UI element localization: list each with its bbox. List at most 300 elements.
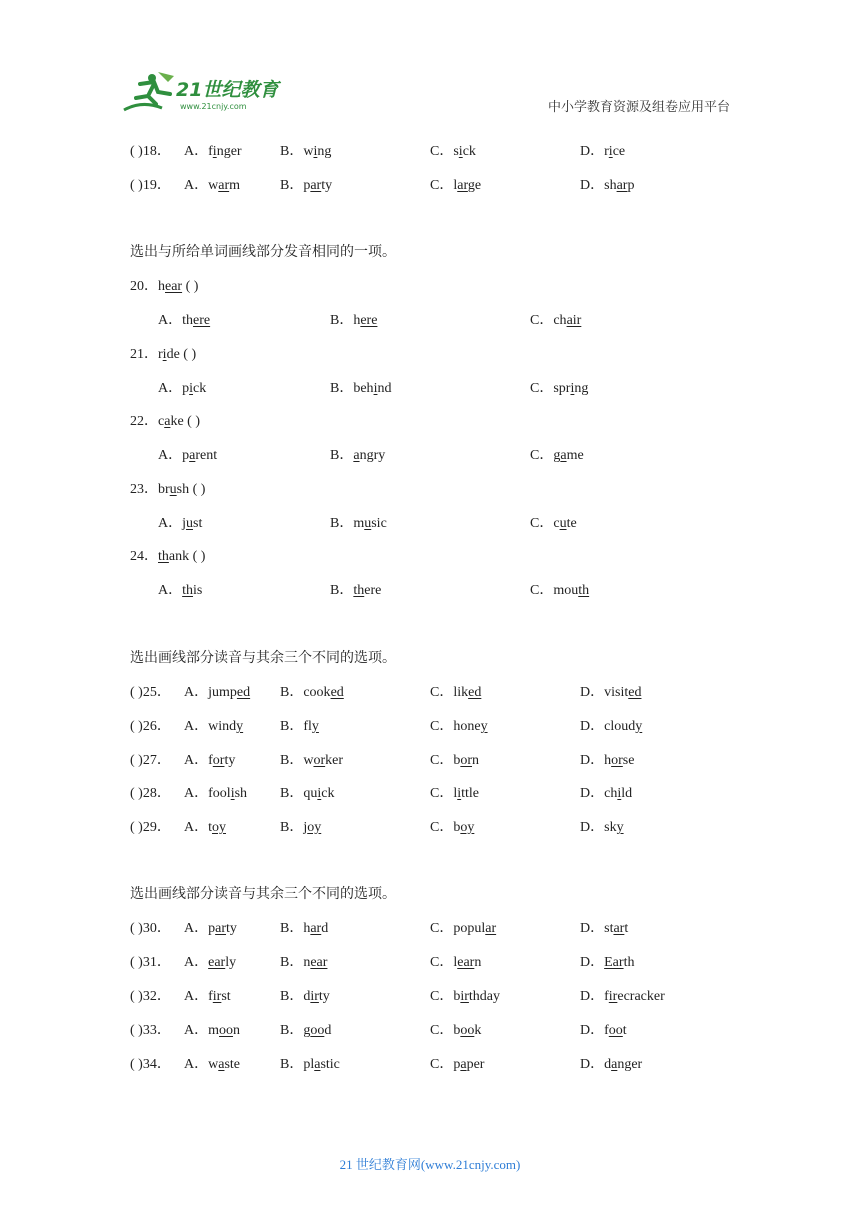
word-part: ty [318, 989, 330, 1004]
word-part: per [466, 1057, 485, 1072]
underlined-sound: a [560, 448, 567, 463]
underlined-sound: ir [310, 989, 319, 1004]
option-word [184, 955, 236, 970]
answer-option[interactable] [530, 512, 577, 532]
word-part: spr [553, 381, 571, 396]
option-label: A． [158, 516, 183, 531]
question-number: ( )34． [130, 1057, 171, 1072]
word-part: w [303, 144, 314, 159]
option-label: B． [280, 955, 304, 970]
answer-option[interactable] [330, 512, 387, 532]
option-label: A． [184, 753, 209, 768]
option-word [158, 313, 210, 328]
word-part: ecracker [617, 989, 665, 1004]
underlined-sound: ear [208, 955, 226, 970]
word-part: ld [621, 786, 633, 801]
underlined-sound: u [559, 516, 567, 531]
underlined-sound: i [570, 381, 575, 396]
option-label: A． [158, 448, 183, 463]
option-word [580, 820, 624, 835]
word-part: mou [553, 583, 579, 598]
answer-option[interactable] [280, 951, 327, 971]
option-label: C． [430, 1023, 454, 1038]
word-part: ge [467, 178, 482, 193]
underlined-sound: ar [215, 921, 227, 936]
word-part: ( ) [182, 279, 199, 294]
option-label: B． [280, 921, 304, 936]
underlined-sound: oo [608, 1023, 623, 1038]
answer-option[interactable] [184, 715, 243, 735]
option-word [580, 178, 634, 193]
answer-option[interactable] [430, 174, 481, 194]
option-word [330, 583, 381, 598]
question-number: ( )18． [130, 144, 171, 159]
option-word [184, 921, 237, 936]
option-label: A． [184, 719, 209, 734]
word-part: th [182, 313, 194, 328]
underlined-sound: air [566, 313, 582, 328]
word-part: ere [364, 583, 382, 598]
word-part: se [622, 753, 635, 768]
word-part: fl [303, 719, 312, 734]
option-label: D． [580, 820, 605, 835]
word-part: r [604, 144, 609, 159]
word-part: fool [208, 786, 231, 801]
option-label: 23． [130, 482, 158, 497]
option-label: C． [430, 178, 454, 193]
underlined-sound: Ear [604, 955, 624, 970]
option-word [430, 1057, 484, 1072]
option-word [530, 516, 577, 531]
word-part: d [604, 1057, 612, 1072]
option-label: A． [184, 820, 209, 835]
question-number: ( )32． [130, 989, 171, 1004]
word-part: r [158, 347, 163, 362]
option-word [430, 753, 479, 768]
word-part: t [624, 921, 629, 936]
option-label: D． [580, 753, 605, 768]
option-label: C． [430, 685, 454, 700]
underlined-sound: ar [616, 178, 628, 193]
option-label: A． [158, 583, 183, 598]
word-part: p [627, 178, 635, 193]
word-part: ank ( ) [168, 549, 206, 564]
option-word [580, 753, 634, 768]
word-part: s [453, 144, 459, 159]
underlined-sound: i [617, 786, 622, 801]
option-label: B． [280, 786, 304, 801]
option-label: 24． [130, 549, 158, 564]
option-label: D． [580, 989, 605, 1004]
underlined-sound: u [169, 482, 177, 497]
answer-option[interactable] [158, 579, 202, 599]
option-label: D． [580, 786, 605, 801]
word-part: p [208, 921, 216, 936]
answer-option[interactable] [530, 377, 588, 397]
word-part: stic [320, 1057, 340, 1072]
word-part: visit [604, 685, 629, 700]
underlined-sound: th [158, 549, 169, 564]
option-label: B． [330, 313, 354, 328]
option-word [530, 448, 584, 463]
option-label: A． [158, 381, 183, 396]
question-number: ( )29． [130, 820, 171, 835]
answer-option[interactable] [280, 917, 328, 937]
question-number: ( )28． [130, 786, 171, 801]
underlined-sound: th [578, 583, 590, 598]
word-part: c [158, 414, 165, 429]
option-word [130, 279, 198, 294]
logo-text: 21世纪教育 [176, 79, 279, 101]
answer-option[interactable] [430, 985, 500, 1005]
section-instruction: 选出画线部分读音与其余三个不同的选项。 [130, 650, 396, 666]
underlined-sound: i [189, 381, 194, 396]
option-word [130, 347, 196, 362]
option-label: C． [530, 448, 554, 463]
option-word [184, 178, 240, 193]
underlined-sound: ere [193, 313, 211, 328]
underlined-sound: or [212, 753, 225, 768]
word-part: ch [604, 786, 618, 801]
underlined-sound: i [457, 786, 462, 801]
word-part: b [453, 753, 461, 768]
word-part: ty [226, 921, 237, 936]
option-word [184, 1057, 240, 1072]
word-part: t [622, 1023, 627, 1038]
underlined-sound: ed [468, 685, 482, 700]
answer-option[interactable] [184, 1053, 240, 1073]
word-part: rent [195, 448, 218, 463]
option-label: A． [184, 178, 209, 193]
answer-option[interactable] [184, 140, 242, 160]
word-part: d [321, 921, 329, 936]
answer-option[interactable] [280, 174, 332, 194]
word-part: ly [225, 955, 237, 970]
option-label: B． [280, 685, 304, 700]
option-word [430, 1023, 481, 1038]
section-instruction: 选出与所给单词画线部分发音相同的一项。 [130, 244, 396, 260]
word-part: h [158, 279, 165, 294]
word-part: f [208, 989, 213, 1004]
word-part: p [453, 1057, 461, 1072]
option-word [280, 820, 321, 835]
option-label: C． [530, 381, 554, 396]
underlined-sound: th [182, 583, 194, 598]
answer-option[interactable] [580, 816, 624, 836]
answer-option[interactable] [580, 1019, 627, 1039]
underlined-sound: oo [219, 1023, 234, 1038]
word-part: k [474, 1023, 482, 1038]
option-word [130, 549, 205, 564]
question-stem [130, 275, 198, 295]
underlined-sound: a [353, 448, 360, 463]
option-label: D． [580, 178, 605, 193]
word-part: cook [303, 685, 331, 700]
answer-option[interactable] [184, 749, 235, 769]
answer-option[interactable] [184, 951, 236, 971]
answer-option[interactable] [330, 377, 391, 397]
option-word [330, 516, 387, 531]
word-part: c [553, 516, 560, 531]
answer-option[interactable] [430, 715, 488, 735]
option-label: 21． [130, 347, 158, 362]
word-part: h [353, 313, 361, 328]
word-part: wind [208, 719, 237, 734]
option-word [280, 719, 319, 734]
word-part: ttle [461, 786, 480, 801]
answer-option[interactable] [580, 140, 625, 160]
answer-option[interactable] [430, 917, 496, 937]
answer-option[interactable] [280, 749, 343, 769]
answer-option[interactable] [530, 579, 589, 599]
option-word [280, 144, 331, 159]
answer-option[interactable] [580, 951, 634, 971]
word-part: th [623, 955, 635, 970]
answer-option[interactable] [280, 985, 330, 1005]
option-label: C． [430, 955, 454, 970]
underlined-sound: ar [485, 921, 497, 936]
word-part: ngry [359, 448, 386, 463]
option-word [580, 786, 632, 801]
underlined-sound: a [314, 1057, 321, 1072]
word-part: l [453, 955, 458, 970]
option-label: 22． [130, 414, 158, 429]
word-part: f [208, 144, 213, 159]
underlined-sound: oo [310, 1023, 325, 1038]
option-label: A． [184, 1057, 209, 1072]
underlined-sound: i [608, 144, 613, 159]
word-part: f [604, 1023, 609, 1038]
word-part: sh ( ) [176, 482, 206, 497]
section-instruction: 选出画线部分读音与其余三个不同的选项。 [130, 886, 396, 902]
underlined-sound: a [611, 1057, 618, 1072]
answer-option[interactable] [580, 917, 628, 937]
option-label: C． [430, 753, 454, 768]
answer-option[interactable] [330, 309, 377, 329]
answer-option[interactable] [580, 985, 665, 1005]
underlined-sound: y [311, 719, 319, 734]
answer-option[interactable] [280, 782, 334, 802]
answer-option[interactable] [158, 512, 202, 532]
footer-link[interactable]: 21 世纪教育网(www.21cnjy.com) [339, 1157, 521, 1172]
answer-option[interactable] [184, 1019, 240, 1039]
answer-option[interactable] [580, 749, 634, 769]
answer-option[interactable] [430, 816, 474, 836]
word-part: w [208, 178, 219, 193]
word-part: pl [303, 1057, 315, 1072]
answer-option[interactable] [430, 140, 476, 160]
word-part: p [303, 178, 311, 193]
option-label: B． [280, 820, 304, 835]
question-stem [130, 343, 196, 363]
option-word [580, 921, 628, 936]
answer-option[interactable] [580, 681, 641, 701]
answer-option[interactable] [580, 782, 632, 802]
word-part: n [303, 955, 311, 970]
option-word [430, 955, 481, 970]
answer-option[interactable] [280, 1053, 340, 1073]
option-label: B． [280, 753, 304, 768]
word-part: is [193, 583, 203, 598]
option-label: C． [430, 1057, 454, 1072]
underlined-sound: ar [310, 921, 322, 936]
answer-option[interactable] [530, 309, 581, 329]
answer-option[interactable] [280, 715, 319, 735]
option-word [184, 1023, 240, 1038]
logo [122, 70, 292, 114]
answer-option[interactable] [280, 1019, 331, 1039]
option-word [280, 955, 327, 970]
answer-option[interactable] [280, 140, 331, 160]
answer-option[interactable] [158, 444, 217, 464]
underlined-sound: or [313, 753, 326, 768]
option-word [130, 482, 205, 497]
question-number: ( )31． [130, 955, 171, 970]
word-part: sh [234, 786, 248, 801]
answer-option[interactable] [430, 951, 481, 971]
word-part: st [193, 516, 203, 531]
answer-option[interactable] [430, 1053, 484, 1073]
answer-option[interactable] [184, 782, 247, 802]
word-part: st [221, 989, 231, 1004]
word-part: ker [325, 753, 344, 768]
option-label: C． [530, 313, 554, 328]
word-part: ste [224, 1057, 241, 1072]
option-word [280, 786, 334, 801]
option-word [580, 685, 641, 700]
option-label: B． [280, 1057, 304, 1072]
underlined-sound: i [458, 144, 463, 159]
underlined-sound: u [364, 516, 372, 531]
underlined-sound: y [236, 719, 244, 734]
word-part: t [208, 820, 213, 835]
underlined-sound: ear [310, 955, 328, 970]
option-word [184, 719, 243, 734]
option-word [280, 685, 344, 700]
option-word [580, 955, 634, 970]
option-word [130, 414, 200, 429]
answer-option[interactable] [430, 681, 481, 701]
underlined-sound: i [212, 144, 217, 159]
option-label: C． [430, 144, 454, 159]
answer-option[interactable] [158, 309, 210, 329]
underlined-sound: or [460, 753, 473, 768]
option-label: 20． [130, 279, 158, 294]
answer-option[interactable] [580, 715, 642, 735]
word-part: ck [462, 144, 476, 159]
answer-option[interactable] [184, 174, 240, 194]
option-word [530, 583, 589, 598]
answer-option[interactable] [430, 749, 479, 769]
underlined-sound: y [616, 820, 624, 835]
word-part: h [303, 921, 311, 936]
answer-option[interactable] [184, 985, 231, 1005]
word-part: w [208, 1057, 219, 1072]
option-label: A． [184, 921, 209, 936]
option-word [280, 1023, 331, 1038]
underlined-sound: y [635, 719, 643, 734]
underlined-sound: a [164, 414, 171, 429]
word-part: sic [371, 516, 387, 531]
word-part: n [472, 753, 480, 768]
option-word [184, 820, 226, 835]
word-part: m [208, 1023, 220, 1038]
option-label: A． [184, 144, 209, 159]
answer-option[interactable] [530, 444, 584, 464]
option-label: B． [330, 381, 354, 396]
answer-option[interactable] [580, 174, 634, 194]
answer-option[interactable] [330, 444, 385, 464]
option-label: A． [184, 1023, 209, 1038]
option-word [184, 144, 242, 159]
option-label: C． [430, 989, 454, 1004]
option-word [580, 144, 625, 159]
answer-option[interactable] [330, 579, 381, 599]
answer-option[interactable] [430, 782, 479, 802]
word-part: ce [612, 144, 626, 159]
option-word [580, 989, 665, 1004]
option-label: D． [580, 1057, 605, 1072]
option-word [430, 820, 474, 835]
underlined-sound: oo [460, 1023, 475, 1038]
word-part: b [453, 1023, 461, 1038]
word-part: l [453, 786, 458, 801]
word-part: p [182, 381, 190, 396]
option-word [430, 989, 500, 1004]
option-word [530, 313, 581, 328]
word-part: g [553, 448, 561, 463]
underlined-sound: a [189, 448, 196, 463]
answer-option[interactable] [280, 681, 344, 701]
answer-option[interactable] [430, 1019, 481, 1039]
option-word [430, 144, 476, 159]
word-part: nger [216, 144, 242, 159]
answer-option[interactable] [184, 917, 237, 937]
underlined-sound: u [186, 516, 194, 531]
option-word [430, 719, 488, 734]
word-part: n [233, 1023, 241, 1038]
word-part: m [229, 178, 241, 193]
word-part: f [604, 989, 609, 1004]
option-label: A． [184, 955, 209, 970]
option-word [580, 1023, 627, 1038]
word-part: ty [224, 753, 236, 768]
option-label: A． [184, 786, 209, 801]
option-word [158, 448, 217, 463]
answer-option[interactable] [184, 816, 226, 836]
answer-option[interactable] [280, 816, 321, 836]
option-word [330, 448, 385, 463]
option-label: D． [580, 685, 605, 700]
underlined-sound: ir [608, 989, 618, 1004]
word-part: l [453, 178, 458, 193]
option-word [430, 685, 481, 700]
option-word [280, 989, 330, 1004]
word-part: ng [574, 381, 589, 396]
word-part: jump [208, 685, 237, 700]
word-part: lik [453, 685, 469, 700]
underlined-sound: i [373, 381, 378, 396]
answer-option[interactable] [580, 1053, 642, 1073]
word-part: nger [617, 1057, 643, 1072]
option-label: C． [530, 583, 554, 598]
answer-option[interactable] [158, 377, 206, 397]
option-label: B． [330, 583, 354, 598]
question-number: ( )27． [130, 753, 171, 768]
answer-option[interactable] [184, 681, 250, 701]
option-label: B． [330, 448, 354, 463]
underlined-sound: i [313, 144, 318, 159]
